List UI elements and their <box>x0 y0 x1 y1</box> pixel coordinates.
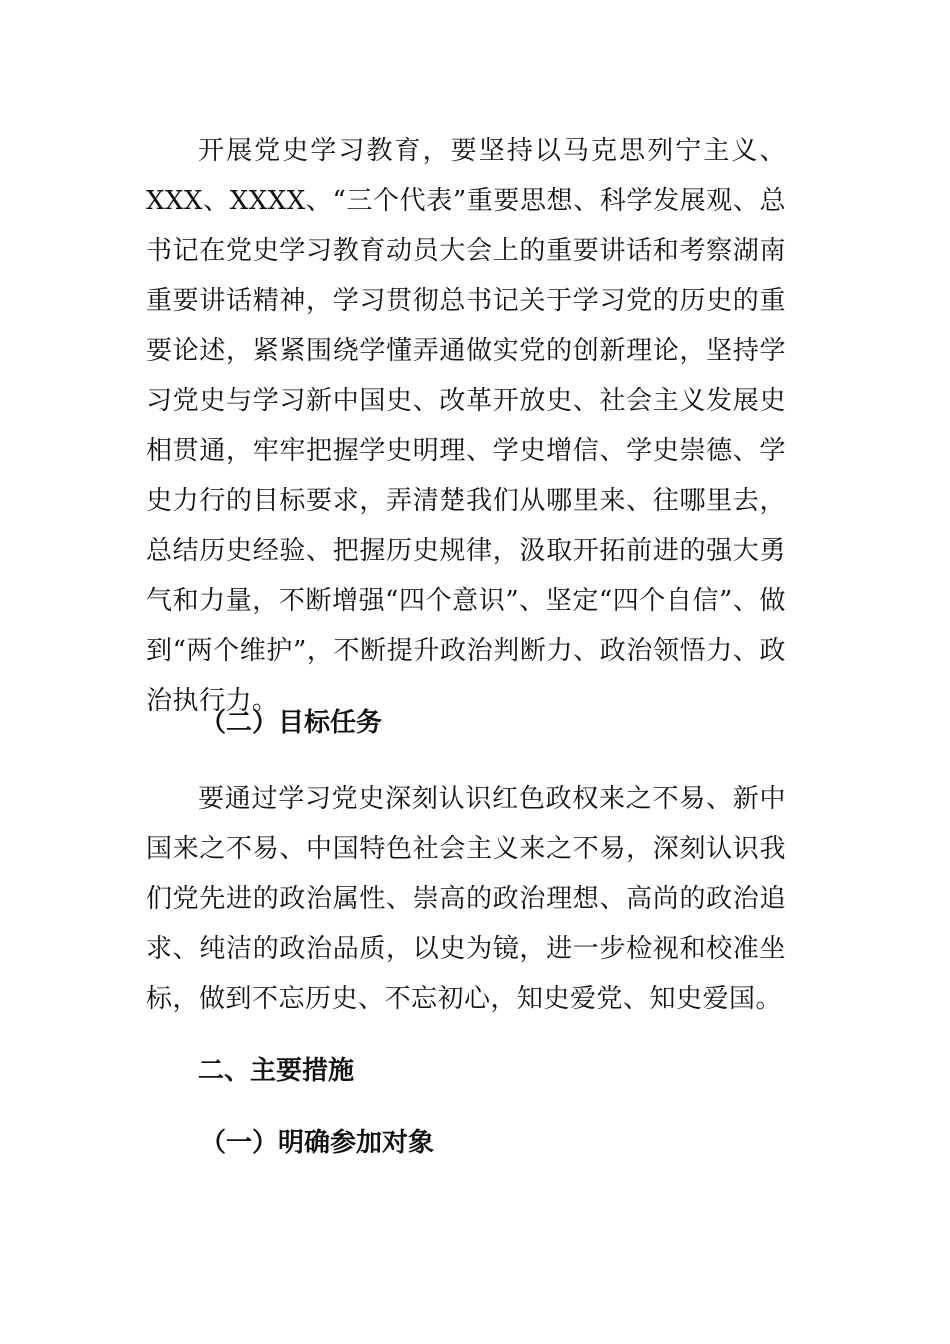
section-heading-participants: （一）明确参加对象 <box>200 1128 435 1158</box>
body-paragraph-guiding-thought: 开展党史学习教育，要坚持以马克思列宁主义、XXX、XXXX、“三个代表”重要思想、科学发展观、总书记在党史学习教育动员大会上的重要讲话和考察湖南重要讲话精神，学习贯彻总书记关于学习党的历史的重要论述，紧紧围绕学懂弄通做实党的创新理论，坚持学习党史与学习新中国史、改革开放史、社会主义发展史相贯通，牢牢把握学史明理、学史增信、学史崇德、学史力行的目标要求，弄清楚我们从哪里来、往哪里去，总结历史经验、把握历史规律，汲取开拓前进的强大勇气和力量，不断增强“四个意识”、坚定“四个自信”、做到“两个维护”，不断提升政治判断力、政治领悟力、政治执行力。 <box>146 136 786 716</box>
section-heading-main-measures: 二、主要措施 <box>198 1056 355 1086</box>
section-heading-target-tasks: （二）目标任务 <box>200 708 383 738</box>
body-paragraph-target-tasks: 要通过学习党史深刻认识红色政权来之不易、新中国来之不易、中国特色社会主义来之不易，深刻认识我们党先进的政治属性、崇高的政治理想、高尚的政治追求、纯洁的政治品质，以史为镜，进一步检视和校准坐标，做到不忘历史、不忘初心，知史爱党、知史爱国。 <box>146 784 786 1014</box>
